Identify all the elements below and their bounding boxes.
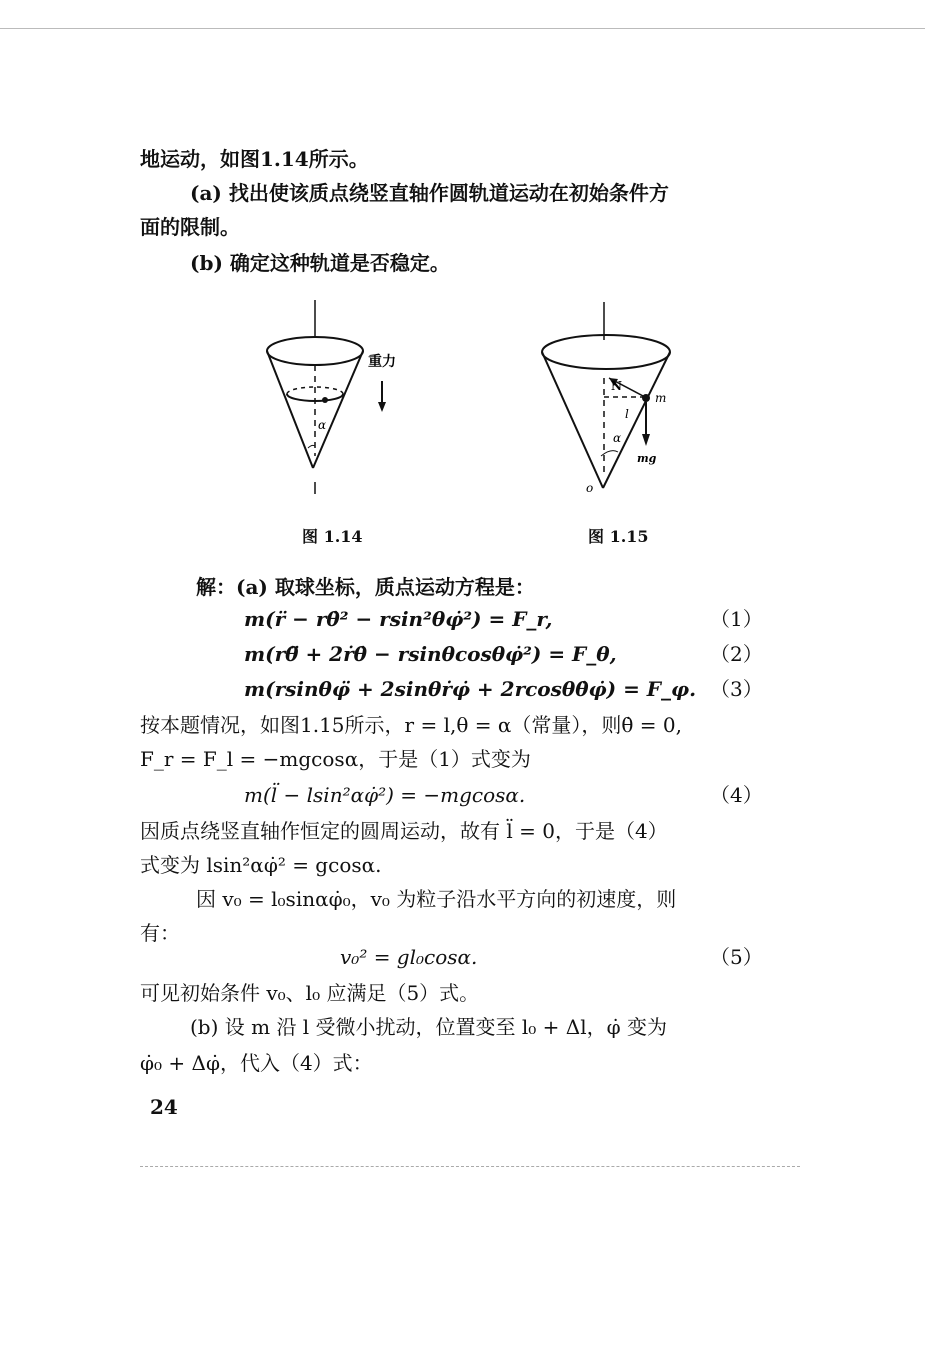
solution-heading (196, 574, 535, 600)
paragraph-line: φ̇₀ + Δφ̇，代入（4）式： (140, 1051, 373, 1075)
equation-4: m(l̈ − lsin²αφ̇²) = −mgcosα. (244, 783, 526, 807)
paragraph-line: 式变为 lsin²αφ̇² = gcosα. (140, 853, 382, 877)
label-m: m (655, 391, 667, 405)
figure-1-15 (525, 296, 685, 506)
paragraph-line: F_r = F_l = −mgcosα，于是（1）式变为 (140, 747, 531, 771)
question-a: (a) 找出使该质点绕竖直轴作圆轨道运动在初始条件方 (190, 181, 669, 205)
equation-1: m(r̈ − rθ̇² − rsin²θφ̇²) = F_r, (244, 607, 553, 631)
bottom-rule (140, 1166, 800, 1167)
equation-2: m(rθ̈ + 2ṙθ̇ − rsinθcosθφ̇²) = F_θ, (244, 642, 617, 666)
figure-caption: 图 1.15 (588, 527, 649, 546)
label-mg: mg (637, 452, 657, 465)
equation-number: （2） (710, 642, 763, 666)
label-N: N (611, 379, 622, 393)
label-o: o (586, 481, 594, 495)
equation-5: v₀² = gl₀cosα. (340, 945, 478, 969)
paragraph-line: 因 v₀ = l₀sinαφ̇₀，v₀ 为粒子沿水平方向的初速度，则 (196, 887, 677, 911)
equation-3: m(rsinθφ̈ + 2sinθṙφ̇ + 2rcosθθ̇φ̇) = F_φ. (244, 677, 697, 701)
page-number: 24 (150, 1095, 178, 1119)
top-rule (0, 28, 925, 29)
solution-label: 解： (196, 575, 236, 599)
label-gravity: 重力 (368, 354, 396, 370)
label-l: l (625, 407, 629, 421)
paragraph-line: (b) 设 m 沿 l 受微小扰动，位置变至 l₀ + Δl，φ̇ 变为 (190, 1015, 668, 1039)
question-b: (b) 确定这种轨道是否稳定。 (190, 251, 450, 275)
equation-number: （4） (710, 783, 763, 807)
paragraph-line: 按本题情况，如图1.15所示，r = l,θ = α（常量），则θ̇ = 0, (140, 713, 682, 737)
figure-caption: 图 1.14 (302, 527, 363, 546)
figure-1-14 (250, 296, 410, 496)
equation-number: （3） (710, 677, 763, 701)
label-alpha: α (613, 431, 622, 445)
paragraph-line: 可见初始条件 v₀、l₀ 应满足（5）式。 (140, 981, 480, 1005)
equation-number: （1） (710, 607, 763, 631)
paragraph-line: 地运动，如图1.14所示。 (140, 147, 369, 171)
paragraph-line: 有： (140, 921, 180, 945)
equation-number: （5） (710, 945, 763, 969)
paragraph-line: 面的限制。 (140, 215, 240, 239)
paragraph-line: 因质点绕竖直轴作恒定的圆周运动，故有 l̈ = 0，于是（4） (140, 819, 668, 843)
label-alpha: α (318, 418, 327, 432)
solution-intro: (a) 取球坐标，质点运动方程是： (236, 575, 535, 599)
